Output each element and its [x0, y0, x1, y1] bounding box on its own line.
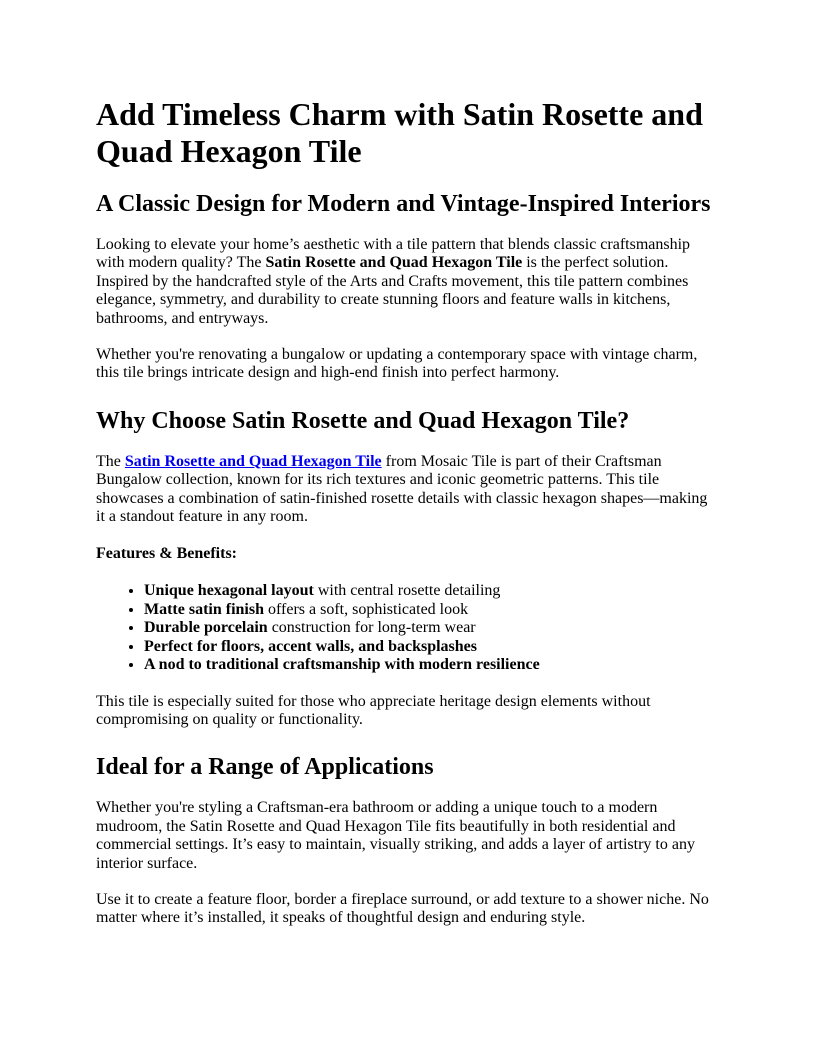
feature-text: with central rosette detailing [313, 582, 501, 600]
why-paragraph-1 [96, 453, 720, 527]
page-title: Add Timeless Charm with Satin Rosette and Quad Hexagon Tile [96, 96, 703, 169]
feature-text: construction for long-term wear [267, 619, 476, 637]
intro-product-name: Satin Rosette and Quad Hexagon Tile [265, 254, 523, 272]
list-item [144, 638, 720, 656]
intro-text-start: Looking to elevate your home’s aesthetic with a tile pattern that blends classic craftsmanship with modern quality? The [96, 236, 691, 272]
intro-paragraph-1 [96, 236, 720, 328]
page-subtitle: A Classic Design for Modern and Vintage-Inspired Interiors [96, 191, 711, 217]
list-item [144, 582, 720, 600]
intro-paragraph-2: Whether you're renovating a bungalow or updating a contemporary space with vintage charm, this tile brings intricate design and high-end finish into perfect harmony. [96, 346, 698, 382]
document-page [96, 96, 720, 946]
intro-text-end: is the perfect solution. Inspired by the handcrafted style of the Arts and Crafts movement, this tile pattern combines elegance, symmetry, and durability to create stunning floors and feature walls in kitchens, bathrooms, and entryways. [96, 254, 689, 327]
features-list [96, 582, 720, 674]
why-paragraph-2: This tile is especially suited for those who appreciate heritage design elements without compromising on quality or functionality. [96, 692, 651, 728]
list-item [144, 619, 720, 637]
why-heading: Why Choose Satin Rosette and Quad Hexagon Tile? [96, 407, 630, 434]
feature-bold: A nod to traditional craftsmanship with modern resilience [144, 656, 540, 674]
ideal-paragraph-2: Use it to create a feature floor, border a fireplace surround, or add texture to a shower niche. No matter where it’s installed, it speaks of thoughtful design and enduring style. [96, 890, 709, 927]
why-text-end: from Mosaic Tile is part of their Craftsman Bungalow collection, known for its rich textures and iconic geometric patterns. This tile showcases a combination of satin-finished rosette details with classic hexagon shapes—making it a standout feature in any room. [96, 452, 708, 526]
ideal-heading: Ideal for a Range of Applications [96, 754, 434, 781]
feature-text: offers a soft, sophisticated look [264, 600, 469, 618]
list-item [144, 601, 720, 619]
feature-bold: Perfect for floors, accent walls, and backsplashes [144, 637, 477, 655]
feature-bold: Matte satin finish [144, 600, 264, 618]
list-item [144, 656, 720, 674]
features-heading: Features & Benefits: [96, 545, 237, 563]
ideal-paragraph-1: Whether you're styling a Craftsman-era bathroom or adding a unique touch to a modern mudroom, the Satin Rosette and Quad Hexagon Tile fits beautifully in both residential and commercial settings. It’s easy to maintain, visually striking, and adds a layer of artistry to any interior surface. [96, 799, 695, 872]
feature-bold: Durable porcelain [144, 619, 268, 637]
why-text-start: The [96, 452, 125, 470]
product-link[interactable]: Satin Rosette and Quad Hexagon Tile [124, 452, 382, 470]
feature-bold: Unique hexagonal layout [144, 582, 314, 600]
